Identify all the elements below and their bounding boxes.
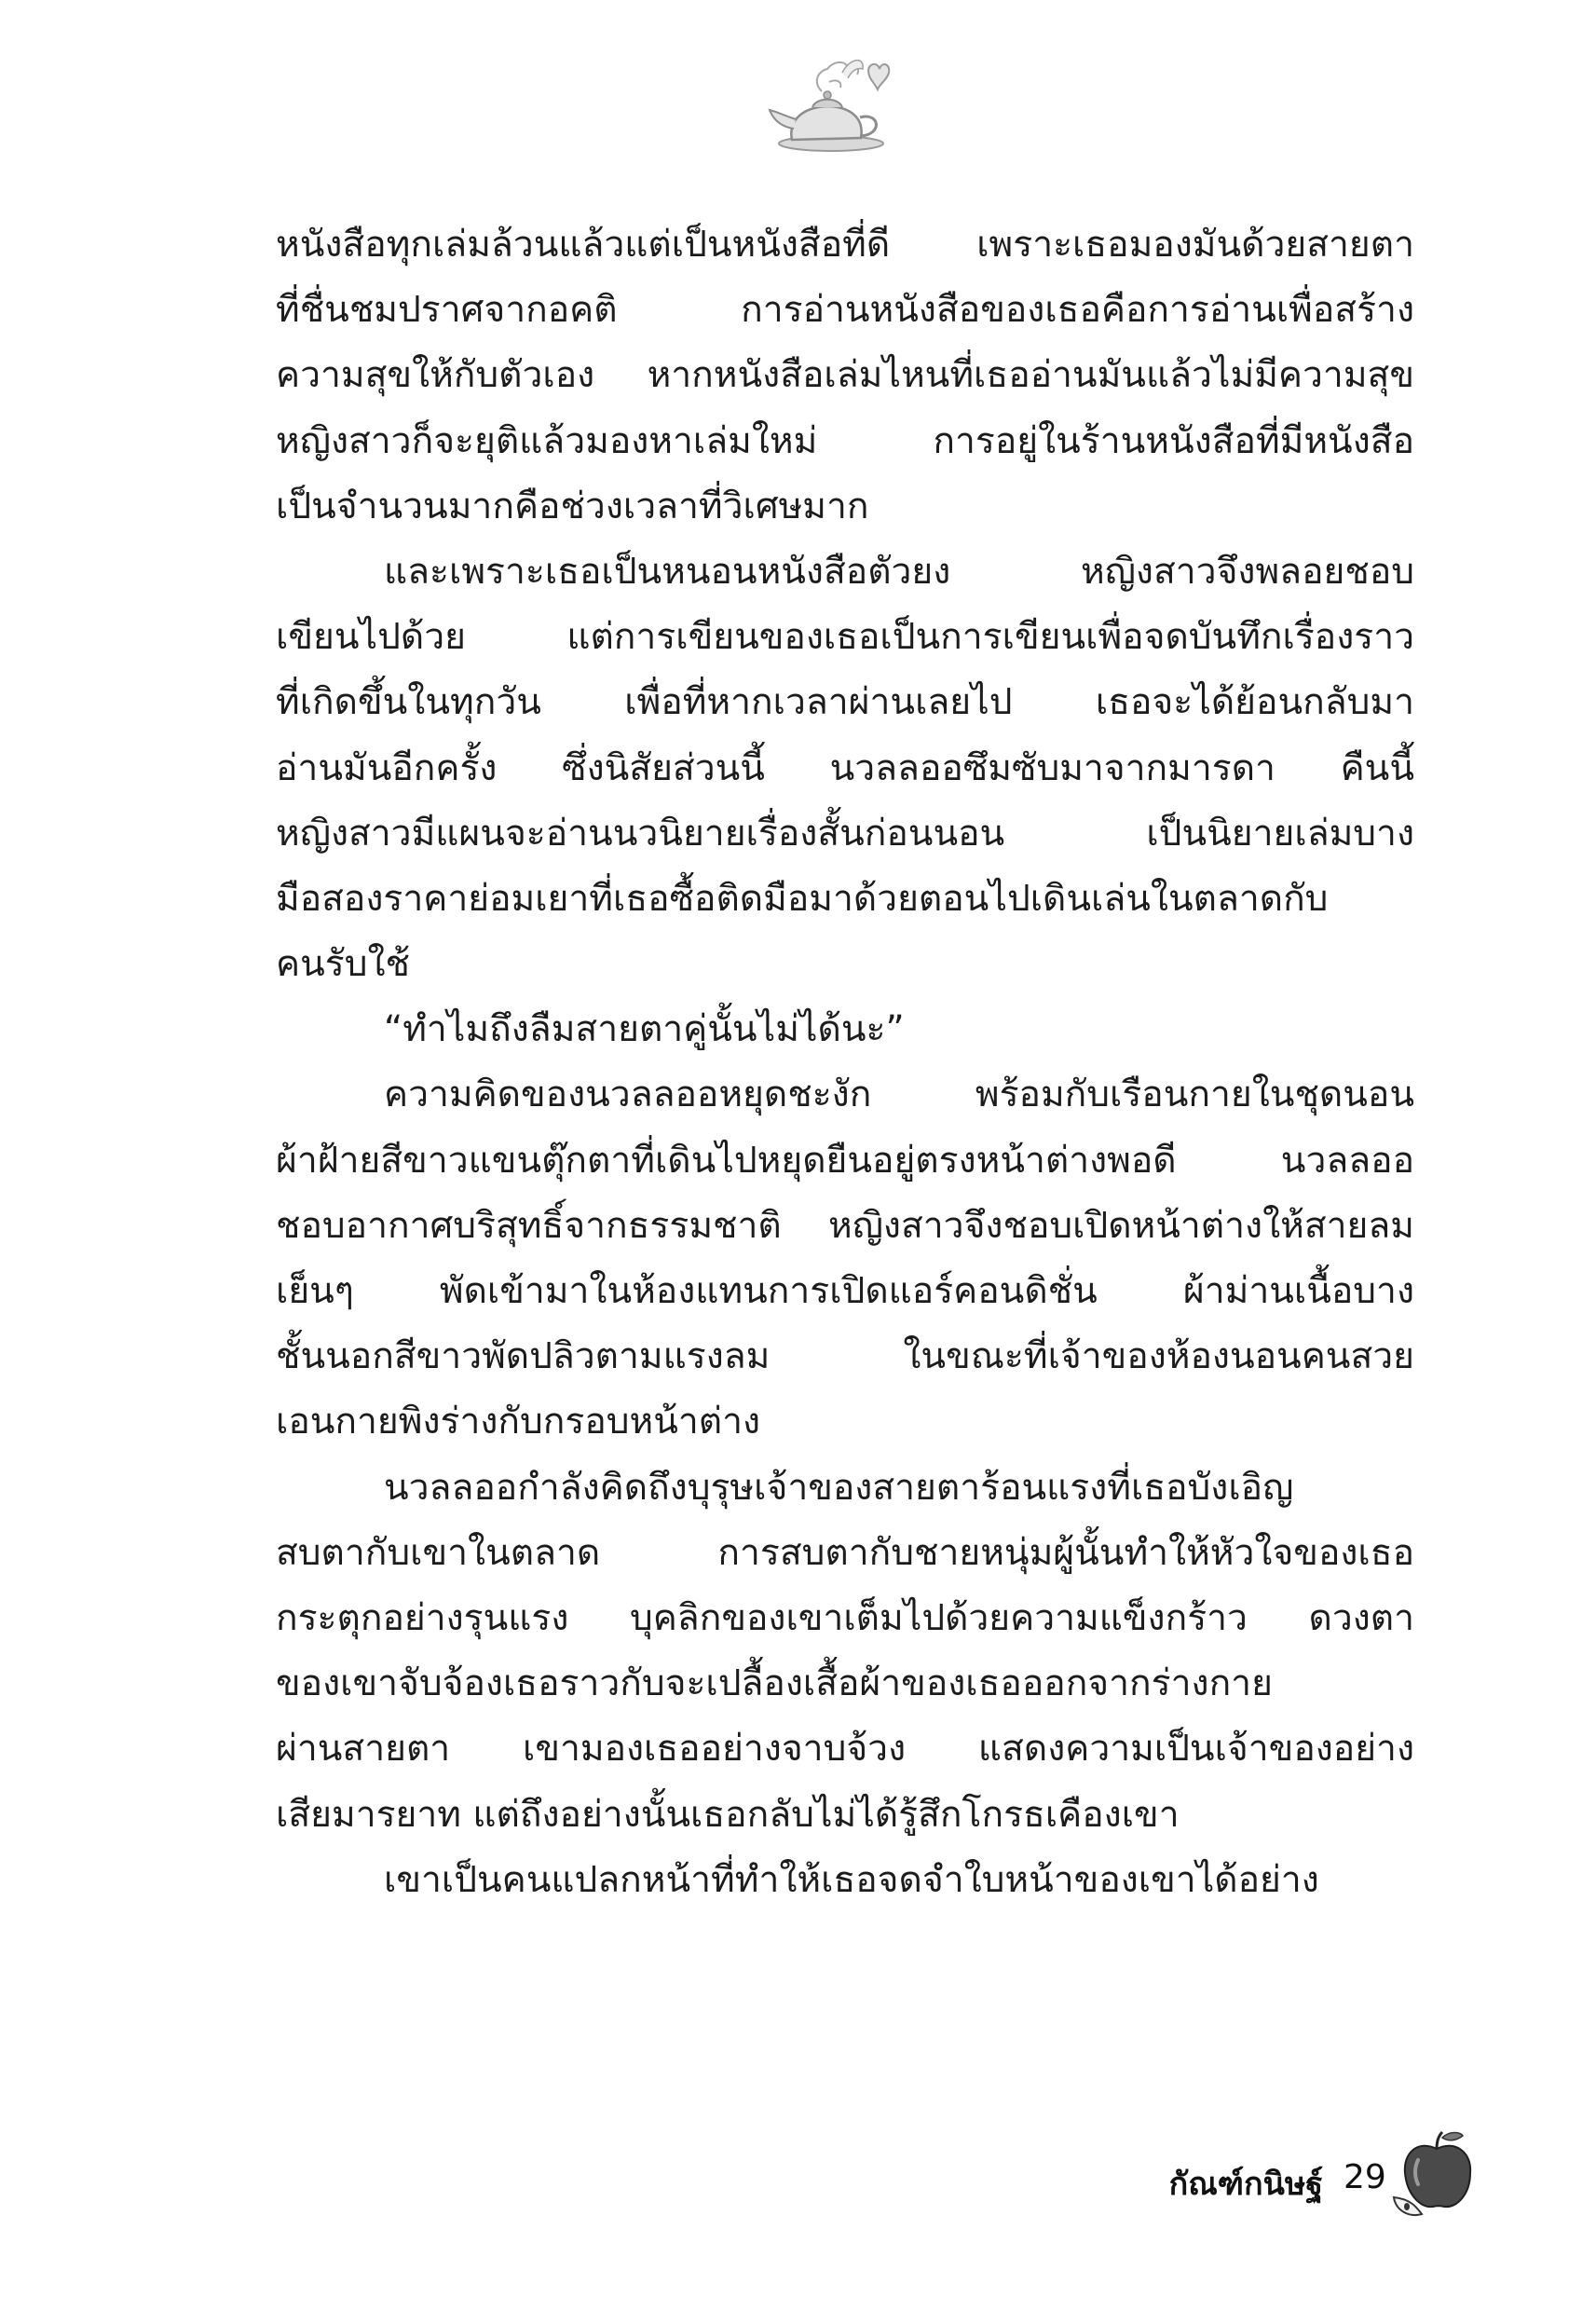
text-line: และเพราะเธอเป็นหนอนหนังสือตัวยง หญิงสาวจึงพลอยชอบ — [384, 550, 1414, 593]
text-line: ความสุขให้กับตัวเอง หากหนังสือเล่มไหนที่เธออ่านมันแล้วไม่มีความสุข — [276, 354, 1414, 397]
paragraph — [276, 1062, 1414, 1455]
text-line: ชอบอากาศบริสุทธิ์จากธรรมชาติ หญิงสาวจึงชอบเปิดหน้าต่างให้สายลม — [276, 1204, 1414, 1247]
text-line: ความคิดของนวลลออหยุดชะงัก พร้อมกับเรือนกายในชุดนอน — [384, 1073, 1414, 1116]
text-line: ที่เกิดขึ้นในทุกวัน เพื่อที่หากเวลาผ่านเลยไป เธอจะได้ย้อนกลับมา — [276, 681, 1414, 724]
text-line: ผ่านสายตา เขามองเธออย่างจาบจ้วง แสดงความเป็นเจ้าของอย่าง — [276, 1728, 1414, 1771]
text-line: “ทำไมถึงลืมสายตาคู่นั้นไม่ได้นะ” — [384, 1008, 905, 1051]
book-title: กัณฑ์กนิษฐ์ — [1168, 2166, 1323, 2203]
paragraph — [276, 212, 1414, 540]
text-line: เขียนไปด้วย แต่การเขียนของเธอเป็นการเขียนเพื่อจดบันทึกเรื่องราว — [276, 616, 1414, 659]
paragraph — [276, 1456, 1414, 1848]
paragraph — [276, 1848, 1414, 1913]
text-line: มือสองราคาย่อมเยาที่เธอซื้อติดมือมาด้วยตอนไปเดินเล่นในตลาดกับ — [276, 877, 1329, 920]
page-number: 29 — [1344, 2158, 1386, 2196]
text-line: เป็นจำนวนมากคือช่วงเวลาที่วิเศษมาก — [276, 485, 869, 527]
text-line: เขาเป็นคนแปลกหน้าที่ทำให้เธอจดจำใบหน้าของเขาได้อย่าง — [384, 1858, 1319, 1901]
text-line: เสียมารยาท แต่ถึงอย่างนั้นเธอกลับไม่ได้รู้สึกโกรธเคืองเขา — [276, 1793, 1180, 1836]
text-line: หนังสือทุกเล่มล้วนแล้วแต่เป็นหนังสือที่ดี เพราะเธอมองมันด้วยสายตา — [276, 224, 1414, 266]
page-footer — [1127, 2143, 1481, 2218]
dialogue-paragraph — [276, 997, 1414, 1062]
text-line: สบตากับเขาในตลาด การสบตากับชายหนุ่มผู้นั้นทำให้หัวใจของเธอ — [276, 1531, 1414, 1574]
text-line: หญิงสาวมีแผนจะอ่านนวนิยายเรื่องสั้นก่อนนอน เป็นนิยายเล่มบาง — [276, 812, 1414, 855]
apple-with-slice-icon — [1390, 2128, 1483, 2220]
teapot-with-cupid-ornament-icon — [764, 54, 904, 157]
text-line: ของเขาจับจ้องเธอราวกับจะเปลื้องเสื้อผ้าของเธอออกจากร่างกาย — [276, 1662, 1273, 1705]
paragraph — [276, 540, 1414, 997]
text-line: กระตุกอย่างรุนแรง บุคลิกของเขาเต็มไปด้วยความแข็งกร้าว ดวงตา — [276, 1596, 1414, 1639]
text-line: นวลลออกำลังคิดถึงบุรุษเจ้าของสายตาร้อนแรงที่เธอบังเอิญ — [384, 1466, 1294, 1509]
text-line: ที่ชื่นชมปราศจากอคติ การอ่านหนังสือของเธอคือการอ่านเพื่อสร้าง — [276, 289, 1414, 332]
text-line: ผ้าฝ้ายสีขาวแขนตุ๊กตาที่เดินไปหยุดยืนอยู่ตรงหน้าต่างพอดี นวลลออ — [276, 1139, 1414, 1182]
text-line: ชั้นนอกสีขาวพัดปลิวตามแรงลม ในขณะที่เจ้าของห้องนอนคนสวย — [276, 1335, 1414, 1378]
text-line: เอนกายพิงร่างกับกรอบหน้าต่าง — [276, 1401, 761, 1443]
story-body — [276, 212, 1414, 1913]
text-line: อ่านมันอีกครั้ง ซึ่งนิสัยส่วนนี้ นวลลออซึมซับมาจากมารดา คืนนี้ — [276, 746, 1414, 789]
text-line: เย็นๆ พัดเข้ามาในห้องแทนการเปิดแอร์คอนดิชั่น ผ้าม่านเนื้อบาง — [276, 1270, 1414, 1312]
text-line: คนรับใช้ — [276, 943, 410, 986]
text-line: หญิงสาวก็จะยุติแล้วมองหาเล่มใหม่ การอยู่ในร้านหนังสือที่มีหนังสือ — [276, 419, 1414, 462]
